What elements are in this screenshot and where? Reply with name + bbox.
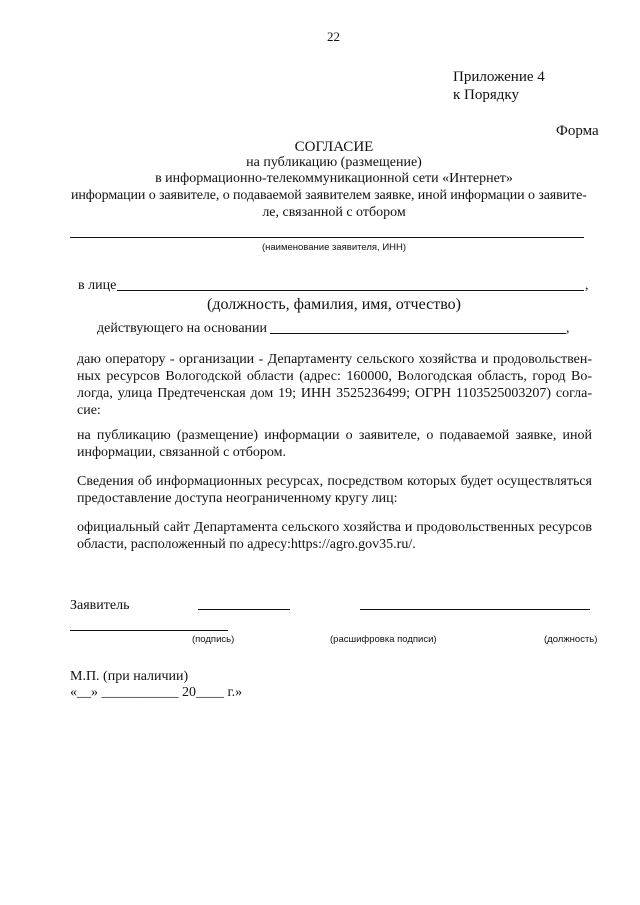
operator-paragraph: даю оператору - организации - Департаменту сельского хозяйства и продовольствен-ных ресурсов Вологодской области (адрес: 160000, Вологодская область, город Во-логда, улица Предтеченская дом 19; ИНН 3525236499; ОГРН 1103525003207) согла-сие: <box>77 352 592 418</box>
decoding-caption: (расшифровка подписи) <box>330 634 437 645</box>
represented-by-caption: (должность, фамилия, имя, отчество) <box>207 296 461 313</box>
applicant-name-caption: (наименование заявителя, ИНН) <box>261 242 407 253</box>
signature-line[interactable] <box>198 609 290 610</box>
position-caption: (должность) <box>544 634 598 645</box>
acting-basis-label: действующего на основании <box>97 321 268 336</box>
date-line: «__» ___________ 20____ г.» <box>70 685 243 700</box>
heading-line-4: ле, связанной с отбором <box>262 205 406 220</box>
heading-line-2: в информационно-телекоммуникационной сети «Интернет» <box>155 171 513 186</box>
acting-basis-comma: , <box>566 321 570 336</box>
page-number: 22 <box>327 29 340 44</box>
signature-decoding-line[interactable] <box>360 609 590 610</box>
form-label: Форма <box>556 123 599 139</box>
represented-by-label: в лице <box>78 278 117 293</box>
publication-paragraph: на публикацию (размещение) информации о заявителе, о подаваемой заявке, иной информации, связанной с отбором. <box>77 428 592 460</box>
resources-paragraph: Сведения об информационных ресурсах, посредством которых будет осуществляться предоставление доступа неограниченному кругу лиц: <box>77 474 592 506</box>
represented-by-line[interactable] <box>117 290 584 291</box>
stamp-label: М.П. (при наличии) <box>70 669 189 684</box>
signature-caption: (подпись) <box>192 634 235 645</box>
applicant-name-line[interactable] <box>70 237 584 238</box>
website-paragraph: официальный сайт Департамента сельского хозяйства и продовольственных ресурсов области, расположенный по адресу:https://agro.gov35.ru/. <box>77 520 592 552</box>
acting-basis-line[interactable] <box>270 333 566 334</box>
position-line[interactable] <box>70 630 228 631</box>
represented-by-comma: , <box>585 278 589 293</box>
applicant-label: Заявитель <box>70 598 130 613</box>
consent-title: СОГЛАСИЕ <box>294 139 374 155</box>
heading-line-3: информации о заявителе, о подаваемой заявителем заявке, иной информации о заявите- <box>71 188 587 203</box>
appendix-line-1: Приложение 4 <box>453 69 545 85</box>
appendix-line-2: к Порядку <box>453 87 519 103</box>
heading-line-1: на публикацию (размещение) <box>246 155 422 170</box>
